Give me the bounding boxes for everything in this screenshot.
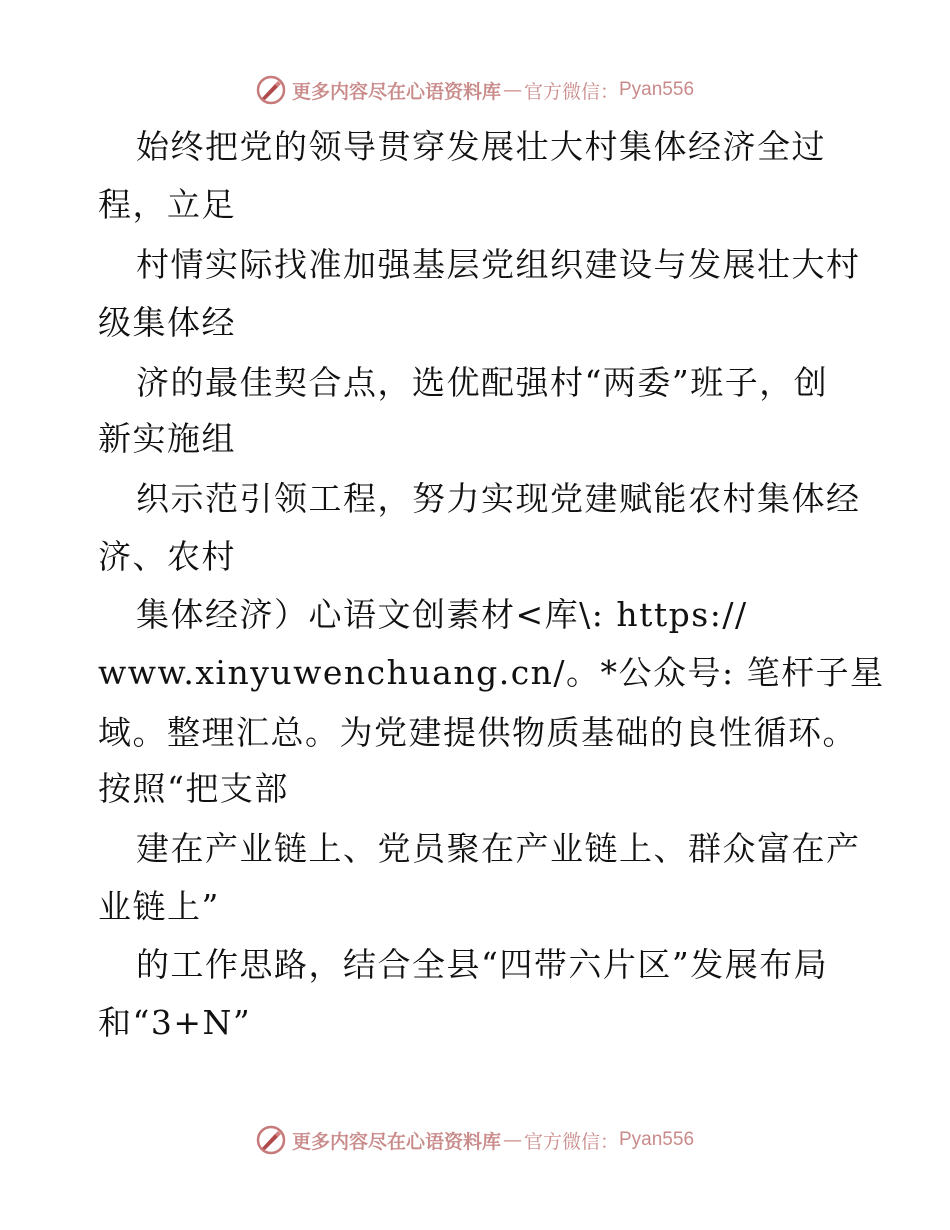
text-line: 业链上”: [98, 887, 220, 926]
text-line: 建在产业链上、党员聚在产业链上、群众富在产: [136, 829, 861, 868]
text-line: 的工作思路，结合全县“四带六片区”发展布局: [136, 945, 829, 984]
text-line: 始终把党的领导贯穿发展壮大村集体经济全过: [136, 127, 826, 166]
text-line: 按照“把支部: [98, 769, 289, 808]
header-wechat-label: 官方微信：: [523, 80, 619, 103]
text-line: 新实施组: [98, 419, 236, 458]
footer-brand-text: 更多内容尽在心语资料库: [291, 1130, 501, 1153]
text-line: 济、农村: [98, 537, 236, 576]
text-line: 程，立足: [98, 185, 236, 224]
text-line: www.xinyuwenchuang.cn/。*公众号: 笔杆子星: [98, 653, 885, 692]
header-wechat-id: Pyan556: [619, 79, 695, 100]
header-watermark: [0, 72, 950, 108]
footer-watermark: [0, 1122, 950, 1158]
footer-dash: —: [502, 1129, 522, 1151]
footer-wechat-id: Pyan556: [619, 1129, 695, 1150]
text-line: 集体经济）心语文创素材<库\: https://: [136, 595, 748, 634]
pen-logo-icon: [256, 75, 286, 105]
text-line: 域。整理汇总。为党建提供物质基础的良性循环。: [98, 713, 857, 752]
text-line: 级集体经: [98, 303, 236, 342]
text-line: 济的最佳契合点，选优配强村“两委”班子，创: [136, 363, 829, 402]
header-dash: —: [502, 79, 522, 101]
text-line: 村情实际找准加强基层党组织建设与发展壮大村: [136, 245, 861, 284]
header-brand-text: 更多内容尽在心语资料库: [291, 80, 501, 103]
text-line: 织示范引领工程，努力实现党建赋能农村集体经: [136, 479, 861, 518]
text-line: 和“3+N”: [98, 1003, 252, 1042]
footer-wechat-label: 官方微信：: [523, 1130, 619, 1153]
pen-logo-icon: [256, 1125, 286, 1155]
